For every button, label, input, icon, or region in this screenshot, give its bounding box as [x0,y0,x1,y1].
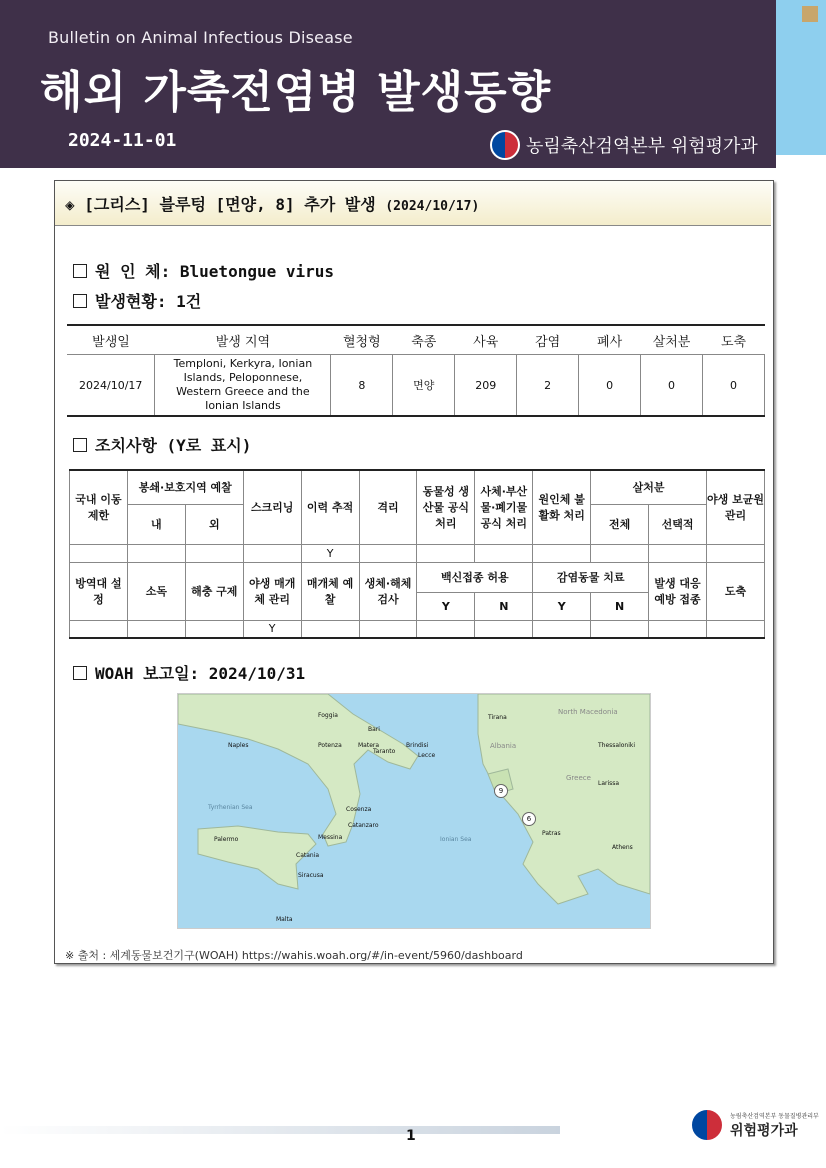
checkbox-square-icon [73,438,87,452]
status-bullet [73,289,201,312]
woah-bullet [73,661,305,684]
table-cell [649,544,707,562]
sub-header: 전체 [591,504,649,544]
table-cell [359,620,417,638]
table-cell [706,544,764,562]
outbreak-map[interactable] [177,693,651,929]
table-cell [70,544,128,562]
col-header: 원인체 불활화 처리 [533,470,591,544]
banner-date: (2024/10/17) [385,199,480,214]
table-cell: 면양 [393,355,455,417]
sub-header: Y [533,592,591,620]
col-header: 국내 이동 제한 [70,470,128,544]
table-cell: 8 [331,355,393,417]
map-label: Tyrrhenian Sea [208,804,253,811]
outbreak-marker[interactable]: 9 [494,784,508,798]
table-cell: 0 [579,355,641,417]
cause-text: 원 인 체: Bluetongue virus [95,262,335,281]
map-label: North Macedonia [558,708,618,716]
table-cell [359,544,417,562]
sub-header: Y [417,592,475,620]
table-cell [127,544,185,562]
cause-bullet [73,259,334,282]
checkbox-square-icon [73,666,87,680]
banner-title [65,192,479,215]
bulletin-subtitle: Bulletin on Animal Infectious Disease [48,28,353,47]
measures-bullet [73,433,251,456]
sub-header: N [591,592,649,620]
col-header: 발생일 [67,325,155,355]
map-label: Malta [276,916,293,923]
sub-header: 외 [185,504,243,544]
table-cell: Temploni, Kerkyra, Ionian Islands, Peloponnese, Western Greece and the Ionian Islands [155,355,331,417]
table-cell: 0 [703,355,765,417]
table-cell: 2024/10/17 [67,355,155,417]
col-header: 방역대 설정 [70,562,128,620]
issue-date: 2024-11-01 [68,130,177,151]
map-label: Patras [542,830,561,837]
table-cell [591,620,649,638]
col-header: 야생 보균원 관리 [706,470,764,544]
table-cell [417,544,475,562]
agency-name: 농림축산검역본부 위험평가과 [526,136,758,157]
map-label: Naples [228,742,249,749]
map-label: Siracusa [298,872,324,879]
col-header: 사체·부산물·폐기물 공식 처리 [475,470,533,544]
col-header: 살처분 [641,325,703,355]
col-header: 해충 구제 [185,562,243,620]
taegeuk-logo-icon [490,130,520,160]
col-header: 발생 지역 [155,325,331,355]
col-header: 백신접종 허용 [417,562,533,592]
col-header: 매개체 예찰 [301,562,359,620]
col-header: 사육 [455,325,517,355]
decorative-side-bar [776,0,826,155]
col-header: 도축 [703,325,765,355]
map-label: Messina [318,834,343,841]
footer-agency-small: 농림축산검역본부 동물질병관리부 [730,1112,819,1120]
checkbox-square-icon [73,294,87,308]
table-row [70,620,765,638]
table-cell [185,620,243,638]
diamond-icon: ◈ [65,195,75,214]
page-number: 1 [406,1128,416,1144]
sub-header: N [475,592,533,620]
table-header-row [67,325,765,355]
col-header: 감염동물 치료 [533,562,649,592]
map-label: Brindisi [406,742,429,749]
col-header: 생체·해체 검사 [359,562,417,620]
table-cell [475,544,533,562]
sub-header: 내 [127,504,185,544]
table-cell [533,544,591,562]
table-cell: Y [243,620,301,638]
col-header: 발생 대응 예방 접종 [649,562,707,620]
status-text: 발생현황: 1건 [95,292,202,311]
measures-text: 조치사항 (Y로 표시) [95,436,252,455]
table-cell: 209 [455,355,517,417]
table-cell [706,620,764,638]
woah-text: WOAH 보고일: 2024/10/31 [95,664,306,683]
col-header: 이력 추적 [301,470,359,544]
map-label: Palermo [214,836,239,843]
map-label: Ionian Sea [440,836,472,843]
table-cell [243,544,301,562]
table-row [67,355,765,417]
table-cell [185,544,243,562]
footer-agency-name: 위험평가과 [730,1122,798,1139]
table-cell [533,620,591,638]
outbreak-marker[interactable]: 6 [522,812,536,826]
map-label: Taranto [373,748,396,755]
table-cell [70,620,128,638]
col-header: 감염 [517,325,579,355]
table-cell [127,620,185,638]
page-title: 해외 가축전염병 발생동향 [40,67,552,118]
col-header: 봉쇄·보호지역 예찰 [127,470,243,504]
footer-agency [690,1108,819,1142]
map-label: Albania [490,742,517,750]
col-header: 소독 [127,562,185,620]
map-label: Matera [358,742,380,749]
banner-text: [그리스] 블루텅 [면양, 8] 추가 발생 [84,195,376,214]
table-cell [301,620,359,638]
agency-label [490,130,758,160]
taegeuk-logo-icon [690,1108,724,1142]
map-label: Potenza [318,742,342,749]
footer-line [0,1126,560,1134]
table-cell: 0 [641,355,703,417]
map-label: Tirana [488,714,507,721]
sub-header: 선택적 [649,504,707,544]
table-cell [591,544,649,562]
col-header: 스크리닝 [243,470,301,544]
table-row [70,544,765,562]
col-header: 동물성 생산물 공식 처리 [417,470,475,544]
decorative-square [802,6,818,22]
outbreak-table [67,324,765,417]
map-label: Greece [566,774,591,782]
source-footnote: ※ 출처 : 세계동물보건기구(WOAH) https://wahis.woah.org/#/in-event/5960/dashboard [65,949,523,962]
table-cell [475,620,533,638]
map-label: Cosenza [346,806,372,813]
col-header: 도축 [706,562,764,620]
table-cell [417,620,475,638]
col-header: 살처분 [591,470,707,504]
table-cell: 2 [517,355,579,417]
col-header: 폐사 [579,325,641,355]
report-banner [55,181,771,226]
table-cell: Y [301,544,359,562]
measures-table [69,469,765,639]
header-banner [0,0,776,168]
map-label: Thessaloniki [598,742,636,749]
map-label: Foggia [318,712,338,719]
checkbox-square-icon [73,264,87,278]
report-panel [54,180,774,964]
map-label: Catania [296,852,320,859]
map-label: Larissa [598,780,620,787]
map-label: Lecce [418,752,436,759]
table-cell [649,620,707,638]
col-header: 야생 매개체 관리 [243,562,301,620]
map-label: Bari [368,726,380,733]
map-label: Catanzaro [348,822,379,829]
map-label: Athens [612,844,633,851]
map-svg [178,694,650,928]
col-header: 혈청형 [331,325,393,355]
col-header: 격리 [359,470,417,544]
col-header: 축종 [393,325,455,355]
